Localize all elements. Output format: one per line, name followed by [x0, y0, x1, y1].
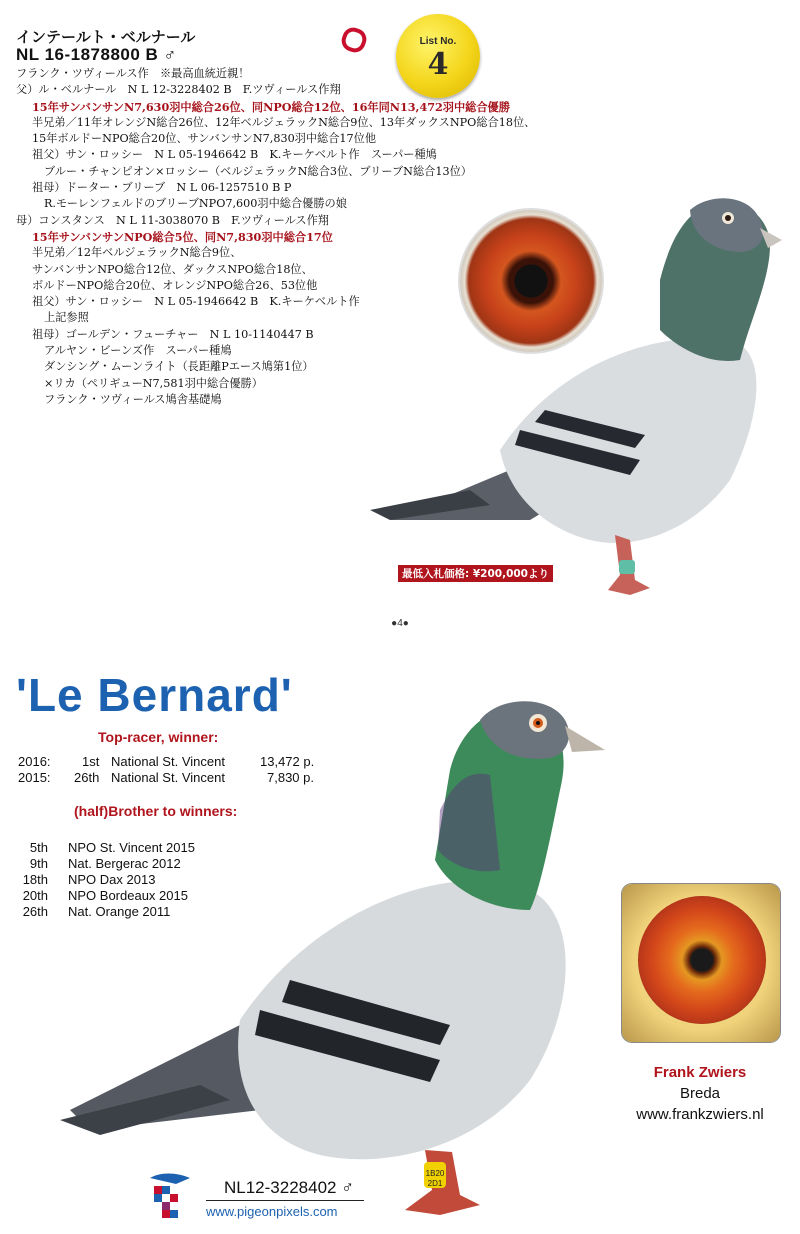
leg-band: [619, 560, 635, 574]
result-points: 7,830 p.: [267, 770, 314, 785]
pedigree-line: フランク・ツヴィールス作 ※最高血統近親！: [16, 67, 250, 80]
ring-number-top: NL 16-1878800 B ♂: [16, 45, 177, 64]
divider-line: [206, 1200, 364, 1201]
eye-photo-top: [460, 210, 602, 352]
pedigree-line: 祖母）ゴールデン・フューチャー N L 10-1140447 B: [32, 327, 314, 341]
result-race: National St. Vincent: [111, 754, 225, 769]
subtitle-half-brother: (half)Brother to winners:: [74, 803, 238, 819]
page-indicator: ●4●: [391, 618, 409, 629]
leg-band-text-top: 1B20: [425, 1169, 445, 1178]
brother-place: 18th: [22, 872, 48, 887]
pedigree-line: アルヤン・ビーンズ作 スーパー種鳩: [44, 344, 232, 358]
minimum-bid-price: 最低入札価格: ¥200,000より: [398, 565, 553, 582]
brother-race: Nat. Bergerac 2012: [68, 856, 181, 871]
brother-place: 20th: [22, 888, 48, 903]
result-year: 2016:: [18, 754, 51, 769]
pedigree-line: サンバンサンNPO総合12位、ダックスNPO総合18位、: [32, 262, 313, 276]
eye-photo-bottom: [622, 884, 780, 1042]
pedigree-line: 祖母）ドーター・ブリーブ N L 06-1257510 B P: [32, 181, 292, 195]
pigeonpixels-logo: [146, 1170, 194, 1222]
list-number-value: 4: [427, 47, 449, 82]
list-number-label: List No.: [419, 36, 457, 47]
pedigree-line: 半兄弟／11年オレンジN総合26位、12年ベルジェラックN総合9位、13年ダックスNPO総合18位、: [32, 115, 536, 129]
ring-number-bottom: NL12-3228402 ♂: [224, 1178, 354, 1197]
pigeon-beak: [565, 726, 605, 752]
brother-place: 26th: [22, 904, 48, 919]
leg-band-text-bottom: 2D1: [427, 1179, 443, 1188]
brand-ring-icon: [339, 25, 370, 56]
pedigree-line: 父）ル・ベルナール N L 12-3228402 B F.ツヴィールス作翔: [16, 83, 341, 97]
pedigree-line: ×リカ（ペリギューN7,581羽中総合優勝）: [44, 376, 263, 390]
brother-race: Nat. Orange 2011: [68, 904, 171, 919]
pedigree-line: 祖父）サン・ロッシー N L 05-1946642 B K.キーケベルト作: [32, 295, 360, 309]
result-place: 26th: [74, 770, 100, 785]
pedigree-line: R.モーレンフェルドのブリーブNPO7,600羽中総合優勝の娘: [44, 197, 347, 211]
owner-city: Breda: [679, 1085, 721, 1102]
pigeonpixels-link[interactable]: www.pigeonpixels.com: [206, 1204, 338, 1219]
brother-race: NPO Bordeaux 2015: [68, 888, 188, 903]
subtitle-top-racer: Top-racer, winner:: [98, 729, 219, 745]
pedigree-line: 15年サンバンサンN7,630羽中総合26位、同NPO総合12位、16年同N13,472羽中総合優勝: [32, 99, 510, 114]
brother-race: NPO Dax 2013: [68, 872, 156, 887]
pigeon-photo-bottom: [60, 690, 620, 1230]
pedigree-line: ダンシング・ムーンライト（長距離Pエース鳩第1位）: [44, 360, 314, 374]
eye-iris: [638, 896, 766, 1024]
brother-place: 5th: [29, 840, 48, 855]
brother-race: NPO St. Vincent 2015: [68, 840, 195, 855]
pedigree-line: 母）コンスタンス N L 11-3038070 B F.ツヴィールス作翔: [16, 213, 329, 227]
pedigree-line: 祖父）サン・ロッシー N L 05-1946642 B K.キーケベルト作 スーパー種鳩: [32, 148, 437, 162]
pedigree-line: 15年サンバンサンNPO総合5位、同N7,830羽中総合17位: [32, 229, 333, 244]
pedigree-line: ボルドーNPO総合20位、オレンジNPO総合26、53位他: [32, 278, 318, 292]
owner-name: Frank Zwiers: [653, 1064, 747, 1081]
brother-place: 9th: [29, 856, 48, 871]
result-race: National St. Vincent: [111, 770, 225, 785]
pigeon-name-title: 'Le Bernard': [16, 669, 293, 721]
pigeon-name-jp: インテールト・ベルナール: [16, 28, 196, 46]
result-year: 2015:: [18, 770, 51, 785]
result-place: 1st: [82, 754, 100, 769]
pedigree-line: 15年ボルドーNPO総合20位、サンバンサンN7,830羽中総合17位他: [32, 132, 377, 146]
owner-website-link[interactable]: www.frankzwiers.nl: [636, 1106, 764, 1123]
pedigree-line: 上記参照: [44, 311, 89, 325]
pedigree-line: フランク・ツヴィールス鳩舎基礎鳩: [44, 392, 222, 406]
result-points: 13,472 p.: [260, 754, 315, 769]
pedigree-line: 半兄弟／12年ベルジェラックN総合9位、: [32, 246, 242, 260]
pedigree-line: ブルー・チャンピオン×ロッシー（ベルジェラックN総合3位、ブリーブN総合13位）: [44, 164, 472, 178]
